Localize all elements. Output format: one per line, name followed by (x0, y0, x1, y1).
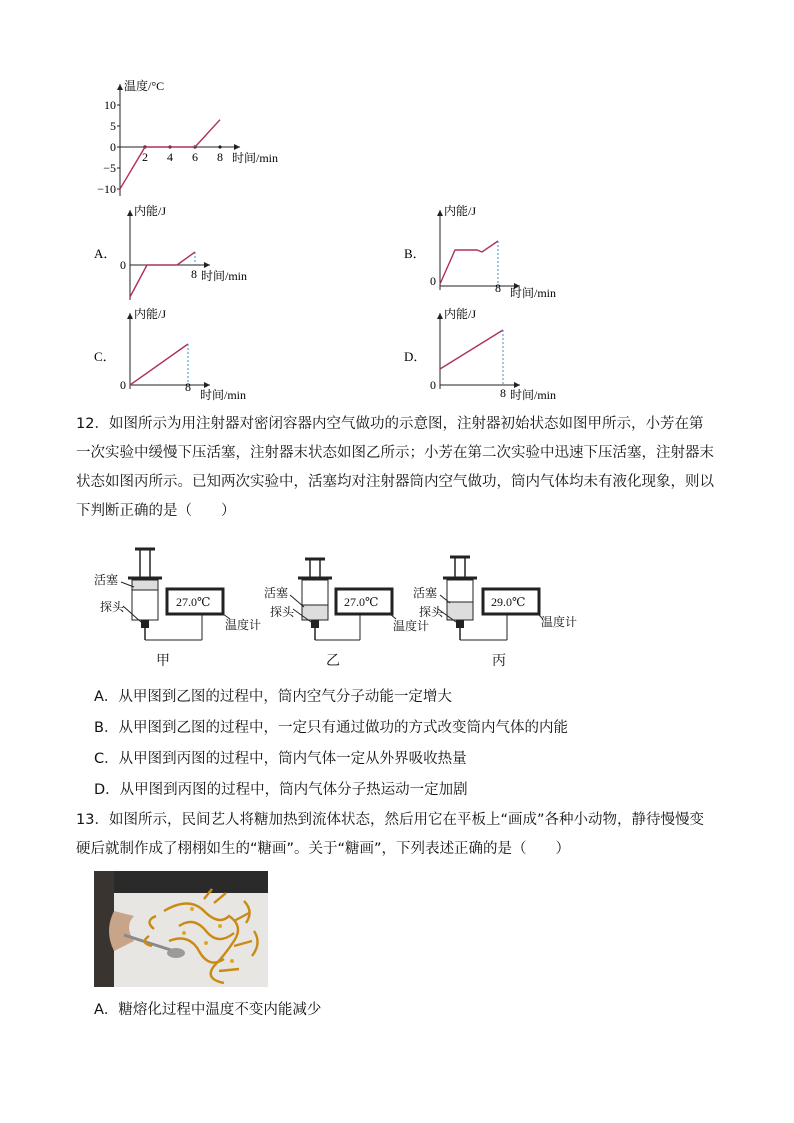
piston-label-bing: 活塞 (413, 586, 438, 600)
x-tick-dot (218, 145, 221, 148)
q12-option-b[interactable]: B．从甲图到乙图的过程中，一定只有通过做功的方式改变筒内气体的内能 (94, 720, 568, 736)
piston-label-yi: 活塞 (264, 586, 289, 600)
probe-label-yi: 探头 (270, 605, 295, 619)
x-tick-label: 6 (192, 150, 198, 164)
svg-text:内能/J: 内能/J (444, 204, 477, 218)
reading-jia: 27.0℃ (176, 595, 211, 609)
question-13-stem: 13．如图所示，民间艺人将糖加热到流体状态，然后用它在平板上“画成”各种小动物，静待慢慢变硬后就制作成了栩栩如生的“糖画”。关于“糖画”，下列表述正确的是（ ） (76, 812, 704, 857)
option-a-chart (90, 200, 270, 302)
question-12-stem: 12．如图所示为用注射器对密闭容器内空气做功的示意图，注射器初始状态如图甲所示，小芳在第一次实验中缓慢下压活塞，注射器末状态如图乙所示；小芳在第二次实验中迅速下压活塞，注射器末状态如图丙所示。已知两次实验中，活塞均对注射器筒内空气做功，筒内气体均未有液化现象，则以下判断正确的是（ ） (76, 416, 714, 519)
syringe-yi (290, 559, 396, 640)
option-c-line (130, 344, 188, 385)
reading-yi: 27.0℃ (344, 595, 379, 609)
x-axis-label: 时间/min (232, 151, 279, 165)
thermometer-label-bing: 温度计 (541, 615, 578, 629)
svg-text:内能/J: 内能/J (444, 307, 477, 321)
q12-option-d[interactable]: D．从甲图到丙图的过程中，筒内气体分子热运动一定加剧 (94, 782, 468, 798)
x-tick-label: 8 (217, 150, 223, 164)
svg-text:D．: D． (404, 349, 427, 364)
option-a-letter: A． (94, 246, 117, 261)
thermometer-label-jia: 温度计 (225, 618, 262, 632)
svg-text:8: 8 (191, 267, 197, 281)
panel-jia: 甲 (156, 653, 170, 669)
panel-yi: 乙 (326, 653, 340, 669)
option-b-line (440, 241, 498, 284)
y-tick-label: −10 (97, 182, 116, 196)
y-tick-label: 5 (110, 119, 116, 133)
x-tick-label: 2 (142, 150, 148, 164)
svg-text:时间/min: 时间/min (201, 269, 248, 283)
svg-text:内能/J: 内能/J (134, 204, 167, 218)
svg-text:8: 8 (185, 380, 191, 394)
thermometer-label-yi: 温度计 (393, 619, 430, 633)
svg-text:B．: B． (404, 246, 426, 261)
y-tick-label: −5 (103, 161, 116, 175)
option-b-chart (400, 200, 580, 302)
sugar-painting-photo (94, 871, 268, 987)
svg-text:0: 0 (430, 378, 436, 392)
svg-text:0: 0 (430, 274, 436, 288)
svg-text:时间/min: 时间/min (200, 388, 247, 402)
temperature-chart (90, 70, 310, 200)
svg-text:内能/J: 内能/J (134, 307, 167, 321)
q12-option-a[interactable]: A．从甲图到乙图的过程中，筒内空气分子动能一定增大 (94, 689, 452, 705)
probe-label-bing: 探头 (419, 605, 444, 619)
svg-text:C．: C． (94, 349, 116, 364)
svg-text:8: 8 (500, 386, 506, 400)
y-axis-label: 温度/°C (124, 79, 165, 93)
svg-text:8: 8 (495, 281, 501, 295)
option-c-chart (90, 303, 270, 405)
panel-bing: 丙 (492, 653, 506, 669)
reading-bing: 29.0℃ (491, 595, 526, 609)
y-tick-label: 0 (110, 140, 116, 154)
q13-option-a[interactable]: A．糖熔化过程中温度不变内能减少 (94, 1002, 322, 1018)
svg-text:0: 0 (120, 258, 126, 272)
svg-text:0: 0 (120, 378, 126, 392)
piston-label-jia: 活塞 (94, 573, 119, 587)
svg-text:时间/min: 时间/min (510, 286, 557, 300)
x-tick-label: 4 (167, 150, 173, 164)
option-a-line (130, 252, 195, 297)
y-tick-label: 10 (104, 98, 116, 112)
option-d-chart (400, 303, 580, 405)
option-d-line (440, 330, 503, 369)
svg-text:时间/min: 时间/min (510, 388, 557, 402)
q12-option-c[interactable]: C．从甲图到丙图的过程中，筒内气体一定从外界吸收热量 (94, 751, 467, 767)
probe-label-jia: 探头 (100, 600, 125, 614)
